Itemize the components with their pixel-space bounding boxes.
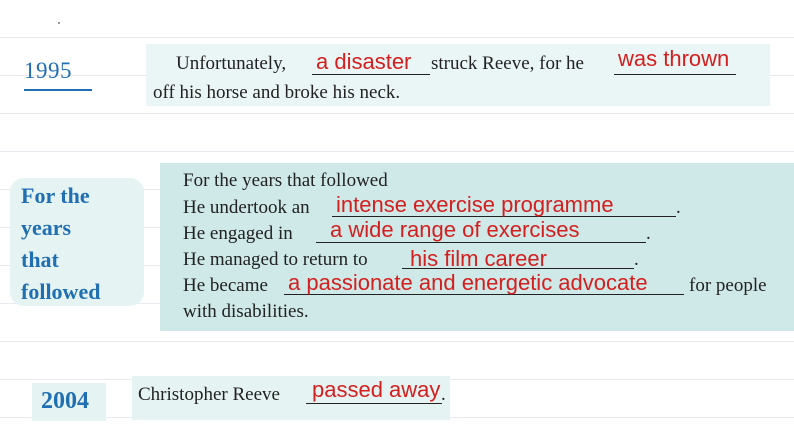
row4-suffix: for people: [689, 275, 767, 296]
side-label-line: years: [21, 215, 72, 240]
reeve-suffix: .: [441, 384, 446, 405]
row4-answer: a passionate and energetic advocate: [288, 270, 648, 295]
row1-answer: intense exercise programme: [336, 192, 614, 217]
side-label-line: For the: [21, 183, 90, 208]
side-label-line: followed: [21, 279, 101, 304]
row3-answer: his film career: [410, 246, 547, 271]
answer2-text: was thrown: [618, 46, 730, 71]
row3-suffix: .: [634, 249, 639, 270]
row1-prefix: He undertook an: [183, 197, 310, 218]
line2-text: off his horse and broke his neck.: [153, 82, 401, 103]
row3-prefix: He managed to return to: [183, 249, 368, 270]
row4-prefix: He became: [183, 275, 268, 296]
row2-suffix: .: [646, 223, 651, 244]
row2-prefix: He engaged in: [183, 223, 293, 244]
row1-suffix: .: [676, 197, 681, 218]
line1-prefix: Unfortunately,: [176, 53, 287, 74]
answer2-blank: [614, 74, 736, 75]
side-label: [21, 180, 131, 308]
line1-middle: struck Reeve, for he: [431, 53, 584, 74]
answer1-text: a disaster: [316, 49, 412, 74]
year-underline: [24, 89, 92, 91]
row5-text: with disabilities.: [183, 301, 309, 322]
followed-heading: For the years that followed: [183, 170, 388, 191]
year-2004-label: 2004: [41, 388, 89, 414]
year-1995-label: 1995: [24, 58, 72, 83]
side-label-line: that: [21, 247, 59, 272]
reeve-prefix: Christopher Reeve: [138, 384, 280, 405]
decorative-dot: [58, 22, 60, 24]
answer-2004-blank: [306, 403, 442, 404]
row2-answer: a wide range of exercises: [330, 217, 580, 242]
answer-2004-text: passed away: [312, 377, 441, 402]
